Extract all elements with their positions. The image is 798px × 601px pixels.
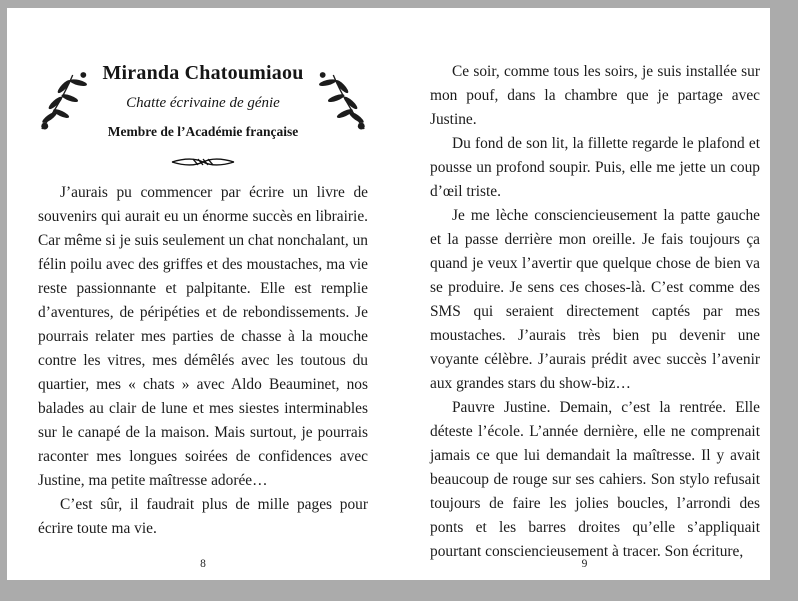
paragraph: Pauvre Justine. Demain, c’est la rentrée. Elle déteste l’école. L’année dernière, elle ne comprenait jamais ce que lui demandait la maîtresse. Il y avait beaucoup de rouge sur ses cahiers. Son stylo refusait toujours de faire les jolies boucles, l’arrondi des ponts et les barres droites qu’elle s’appliquait pourtant consciencieusement à tracer. Son écriture,	[430, 399, 760, 560]
chapter-header	[38, 62, 368, 140]
left-page	[7, 8, 399, 580]
paragraph: Je me lèche consciencieusement la patte gauche et la passe derrière mon oreille. Je fais toujours ça quand je veux l’avertir que quelque chose de bien va se produire. Je sens ces choses-là. C’est comme des SMS qui seraient directement captés par mes moustaches. J’aurais très bien pu devenir une voyante célèbre. J’aurais prédit avec succès l’avenir aux grandes stars du show-biz…	[430, 207, 760, 392]
page-number-left: 8	[200, 558, 206, 570]
paragraph: C’est sûr, il faudrait plus de mille pages pour écrire toute ma vie.	[38, 496, 368, 538]
book-spread	[7, 8, 770, 580]
paragraph: Ce soir, comme tous les soirs, je suis installée sur mon pouf, dans la chambre que je partage avec Justine.	[430, 63, 760, 128]
page-number-right: 9	[581, 558, 588, 570]
author-subtitle: Chatte écrivaine de génie	[126, 95, 280, 111]
paragraph: J’aurais pu commencer par écrire un livre de souvenirs qui aurait eu un énorme succès en librairie. Car même si je suis seulement un chat nonchalant, un félin poilu avec des griffes et des moustaches, ma vie reste passionnante et palpitante. Elle est remplie d’aventures, de péripéties et de rebondissements. Je pourrais relater mes parties de chasse à la mouche contre les vitres, mes démêlés avec les toutous du quartier, mes « chats » avec Aldo Beauminet, nos balades au clair de lune et mes siestes interminables sur le canapé de la maison. Mais surtout, je pourrais raconter mes longues soirées de confidences avec Justine, ma petite maîtresse adorée…	[38, 184, 368, 490]
olive-branch-right-icon	[314, 69, 368, 133]
left-page-body	[38, 181, 368, 541]
chapter-header-text	[96, 62, 310, 140]
author-membership: Membre de l’Académie française	[107, 124, 299, 139]
rope-twist-divider-icon	[38, 156, 368, 168]
author-name: Miranda Chatoumiaou	[102, 62, 304, 84]
paragraph: Du fond de son lit, la fillette regarde le plafond et pousse un profond soupir. Puis, elle me jette un coup d’œil triste.	[430, 135, 760, 200]
right-page	[399, 8, 770, 580]
right-page-body	[430, 60, 760, 564]
olive-branch-left-icon	[38, 69, 92, 133]
